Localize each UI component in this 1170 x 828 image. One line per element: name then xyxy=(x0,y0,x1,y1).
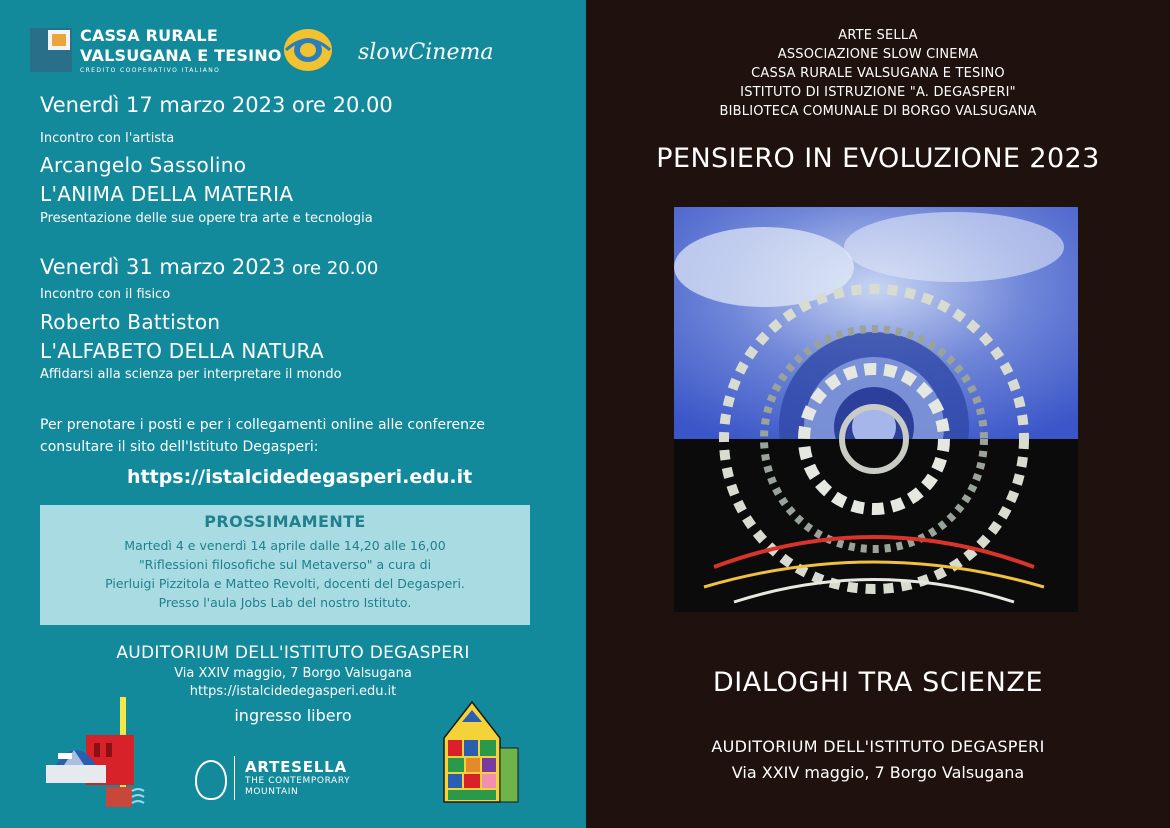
main-title: PENSIERO IN EVOLUZIONE 2023 xyxy=(656,143,1100,174)
cassa-rurale-logo-icon xyxy=(30,28,72,72)
bank-name-line1: CASSA RURALE xyxy=(80,26,218,45)
artwork-gear-image xyxy=(674,207,1078,612)
logo-divider xyxy=(234,756,235,800)
bank-name-line2: VALSUGANA E TESINO xyxy=(80,46,282,65)
event2-date-main: Venerdì 31 marzo 2023 xyxy=(40,255,286,279)
slow-cinema-logo xyxy=(358,40,493,65)
colorful-house-illustration-icon xyxy=(440,698,520,806)
organizer-5: BIBLIOTECA COMUNALE DI BORGO VALSUGANA xyxy=(719,104,1037,119)
event2-intro: Incontro con il fisico xyxy=(40,287,171,302)
artesella-tree-icon xyxy=(195,760,227,800)
event2-date-time: ore 20.00 xyxy=(292,258,379,279)
venue-url[interactable]: https://istalcidedegasperi.edu.it xyxy=(189,684,397,699)
booking-line2: consultare il sito dell'Istituto Degasperi: xyxy=(40,439,319,455)
event2-title: L'ALFABETO DELLA NATURA xyxy=(40,339,324,363)
event1-speaker: Arcangelo Sassolino xyxy=(40,153,247,177)
venue-name: AUDITORIUM DELL'ISTITUTO DEGASPERI xyxy=(116,643,470,663)
cooperative-badge-icon xyxy=(282,26,334,74)
organizer-1: ARTE SELLA xyxy=(838,28,918,43)
upcoming-box xyxy=(40,505,530,625)
booking-line1: Per prenotare i posti e per i collegamenti online alle conferenze xyxy=(40,417,485,433)
upcoming-line1: Martedì 4 e venerdì 14 aprile dalle 14,20 alle 16,00 xyxy=(124,538,446,553)
upcoming-line4: Presso l'aula Jobs Lab del nostro Istituto. xyxy=(158,595,412,610)
artesella-sub2: MOUNTAIN xyxy=(245,787,299,797)
upcoming-line2: "Riflessioni filosofiche sul Metaverso" a cura di xyxy=(138,557,432,572)
bank-name xyxy=(80,26,282,66)
slow-cinema-logo-text: slowCinema xyxy=(358,40,494,65)
upcoming-heading: PROSSIMAMENTE xyxy=(204,512,366,531)
organizers-list xyxy=(586,26,1170,121)
artesella-sub1: THE CONTEMPORARY xyxy=(245,776,351,786)
venue-address: Via XXIV maggio, 7 Borgo Valsugana xyxy=(174,666,412,681)
organizer-2: ASSOCIAZIONE SLOW CINEMA xyxy=(777,47,979,62)
event1-date: Venerdì 17 marzo 2023 ore 20.00 xyxy=(40,93,393,117)
right-venue-name: AUDITORIUM DELL'ISTITUTO DEGASPERI xyxy=(711,737,1045,756)
bank-subtitle: CREDITO COOPERATIVO ITALIANO xyxy=(80,67,221,74)
right-venue-address: Via XXIV maggio, 7 Borgo Valsugana xyxy=(731,763,1025,782)
factory-illustration-icon xyxy=(46,695,150,810)
upcoming-line3: Pierluigi Pizzitola e Matteo Revolti, docenti del Degasperi. xyxy=(105,576,465,591)
subtitle: DIALOGHI TRA SCIENZE xyxy=(712,667,1044,698)
entry-note: ingresso libero xyxy=(234,706,352,725)
event2-description: Affidarsi alla scienza per interpretare il mondo xyxy=(40,367,342,382)
event2-speaker: Roberto Battiston xyxy=(40,310,221,334)
event2-date xyxy=(40,255,378,279)
event1-title: L'ANIMA DELLA MATERIA xyxy=(40,182,294,206)
event1-description: Presentazione delle sue opere tra arte e tecnologia xyxy=(40,211,373,226)
event1-intro: Incontro con l'artista xyxy=(40,131,175,146)
organizer-3: CASSA RURALE VALSUGANA E TESINO xyxy=(751,66,1005,81)
artesella-name: ARTESELLA xyxy=(245,758,347,776)
website-link[interactable]: https://istalcidedegasperi.edu.it xyxy=(127,466,473,488)
organizer-4: ISTITUTO DI ISTRUZIONE "A. DEGASPERI" xyxy=(740,85,1016,100)
